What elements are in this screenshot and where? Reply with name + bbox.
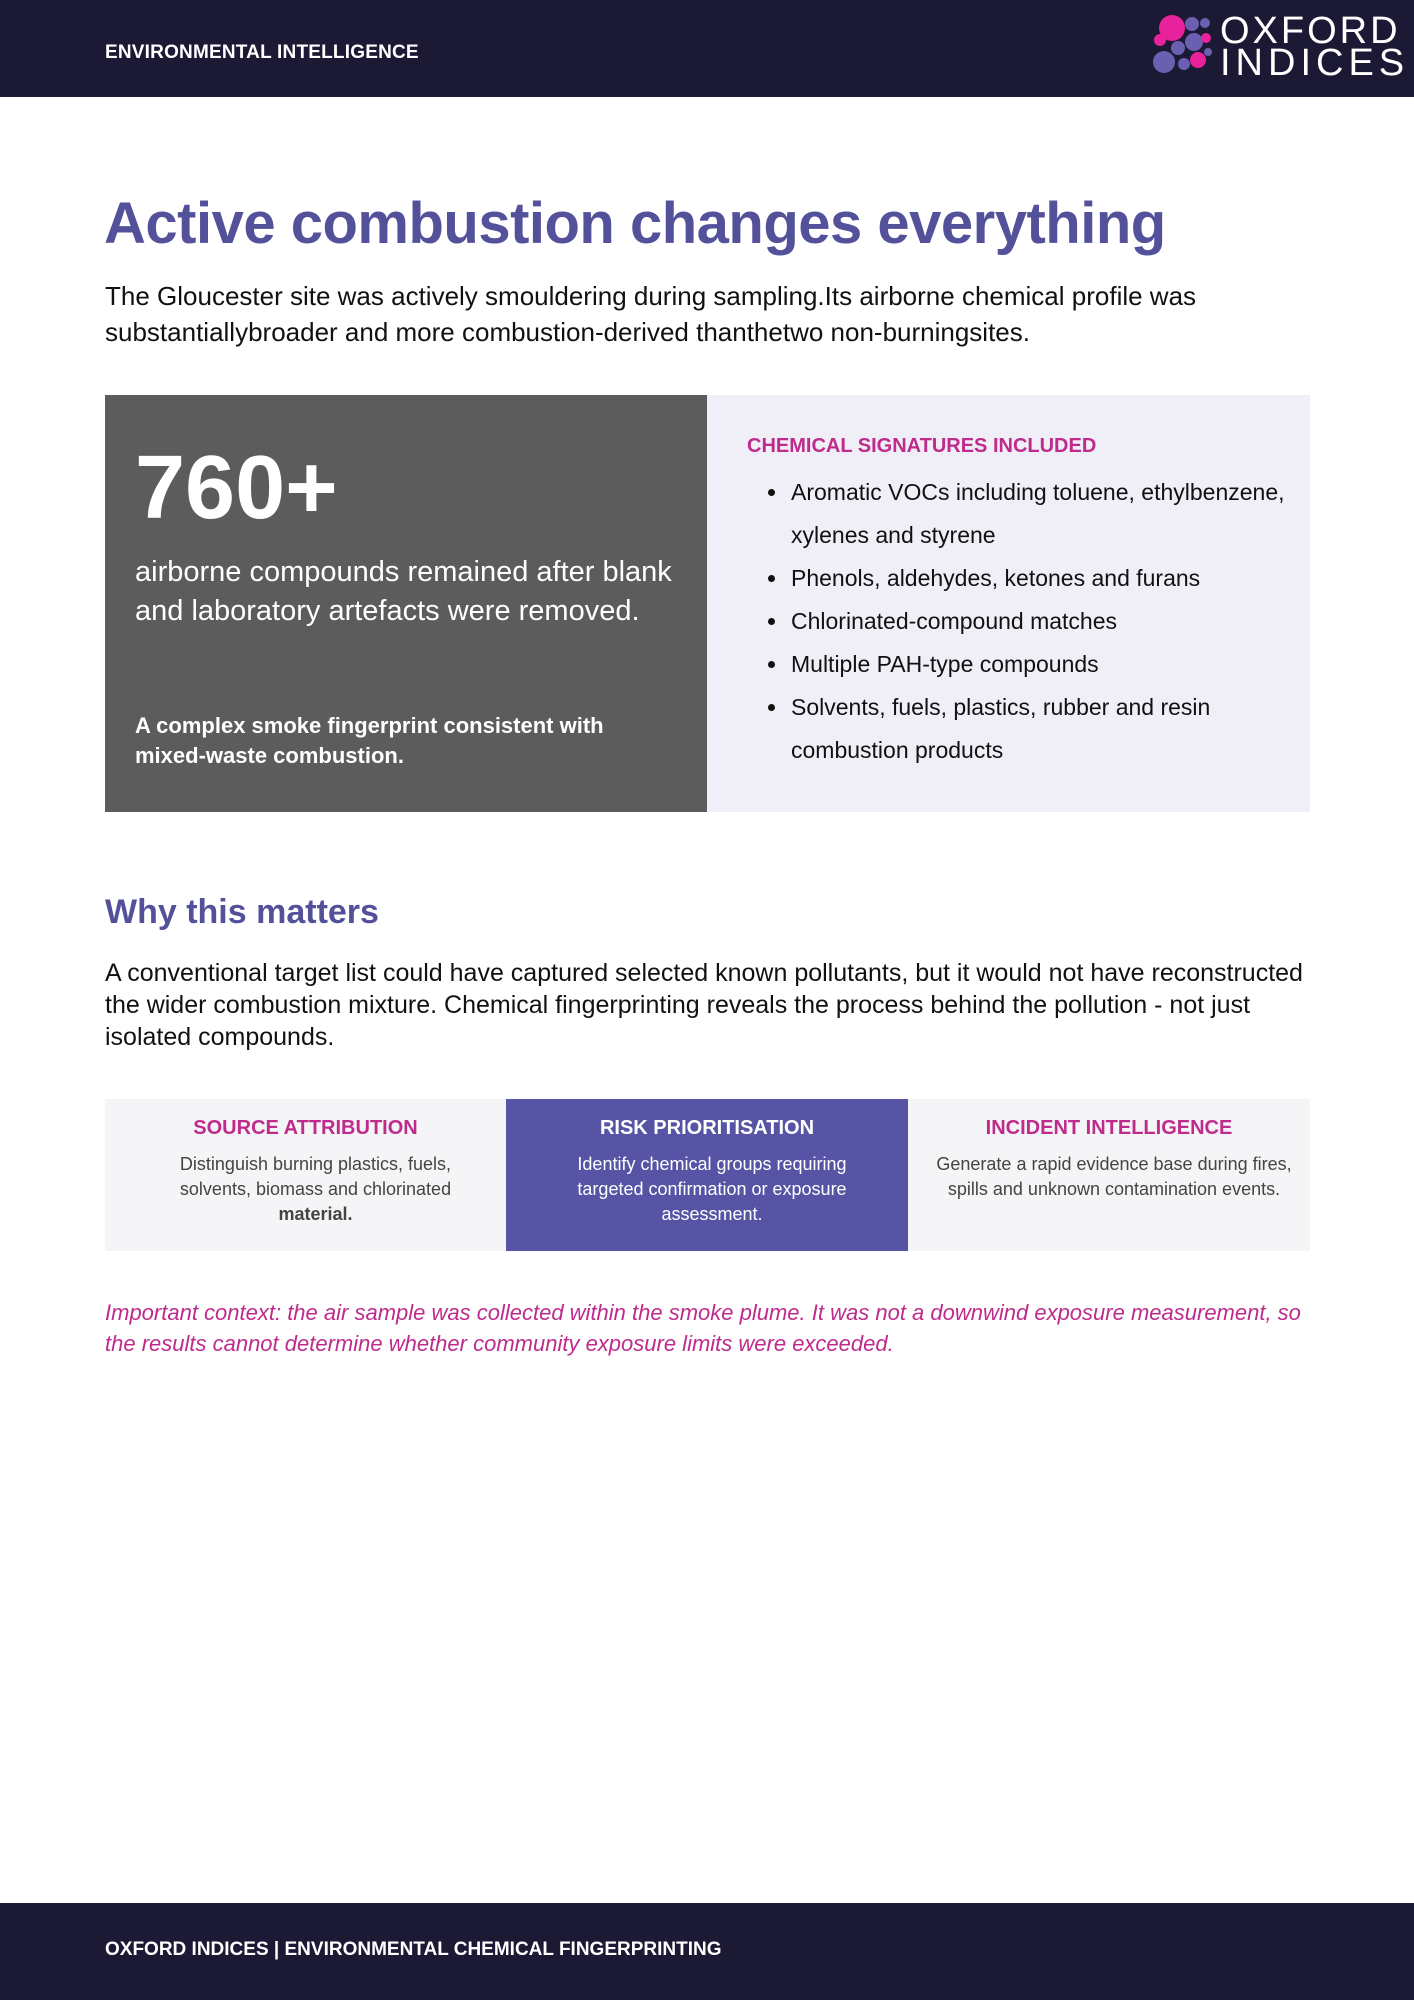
card-title: SOURCE ATTRIBUTION bbox=[193, 1117, 418, 1139]
card-title: INCIDENT INTELLIGENCE bbox=[985, 1117, 1233, 1139]
card-source-attribution bbox=[105, 1099, 506, 1251]
list-item: • Aromatic VOCs including toluene, ethylbenzene, xylenes and styrene bbox=[789, 471, 1309, 557]
card-body bbox=[145, 1152, 486, 1227]
why-heading: Why this matters bbox=[105, 893, 379, 931]
intro-paragraph: The Gloucester site was actively smouldering during sampling.Its airborne chemical profile was substantiallybroader and more combustion-derived thanthetwo non-burningsites. bbox=[105, 281, 1197, 347]
signatures-list bbox=[747, 471, 1309, 772]
why-paragraph: A conventional target list could have captured selected known pollutants, but it would not have reconstructed the wider combustion mixture. Chemical fingerprinting reveals the process behind the pollution - not just isolated compounds. bbox=[105, 959, 1303, 1051]
header-tag: ENVIRONMENTAL INTELLIGENCE bbox=[105, 42, 419, 63]
stat-panel bbox=[105, 395, 707, 812]
logo-text-indices: INDICES bbox=[1220, 42, 1410, 84]
header-bar bbox=[0, 0, 1414, 97]
list-item: • Multiple PAH-type compounds bbox=[789, 643, 1309, 686]
card-incident-intelligence bbox=[908, 1099, 1310, 1251]
footer-bar bbox=[0, 1903, 1414, 2000]
bubble-cluster-icon bbox=[1150, 10, 1214, 78]
list-item: • Solvents, fuels, plastics, rubber and resin combustion products bbox=[789, 686, 1309, 772]
footer-text: OXFORD INDICES | ENVIRONMENTAL CHEMICAL FINGERPRINTING bbox=[105, 1939, 722, 1960]
list-item: • Phenols, aldehydes, ketones and furans bbox=[789, 557, 1309, 600]
context-note: Important context: the air sample was collected within the smoke plume. It was not a downwind exposure measurement, so the results cannot determine whether community exposure limits were exceeded. bbox=[105, 1300, 1301, 1356]
card-body-bold: material. bbox=[278, 1204, 353, 1224]
page-title: Active combustion changes everything bbox=[104, 191, 1166, 256]
card-body-text: Distinguish burning plastics, fuels, solvents, biomass and chlorinated bbox=[179, 1154, 452, 1199]
stat-note: A complex smoke fingerprint consistent with mixed-waste combustion. bbox=[135, 713, 604, 768]
card-title: RISK PRIORITISATION bbox=[599, 1117, 815, 1139]
feature-cards bbox=[105, 1099, 1310, 1251]
stat-number: 760+ bbox=[135, 438, 338, 538]
card-body: Identify chemical groups requiring targeted confirmation or exposure assessment. bbox=[577, 1154, 847, 1224]
logo-text-oxford: OXFORD bbox=[1220, 10, 1401, 52]
stat-description: airborne compounds remained after blank and laboratory artefacts were removed. bbox=[135, 556, 672, 627]
signatures-title: CHEMICAL SIGNATURES INCLUDED bbox=[747, 435, 1097, 457]
card-risk-prioritisation bbox=[506, 1099, 908, 1251]
card-body: Generate a rapid evidence base during fires, spills and unknown contamination events. bbox=[936, 1154, 1292, 1199]
oxford-indices-logo bbox=[1150, 10, 1410, 84]
signatures-panel bbox=[707, 395, 1310, 812]
list-item: • Chlorinated-compound matches bbox=[789, 600, 1309, 643]
